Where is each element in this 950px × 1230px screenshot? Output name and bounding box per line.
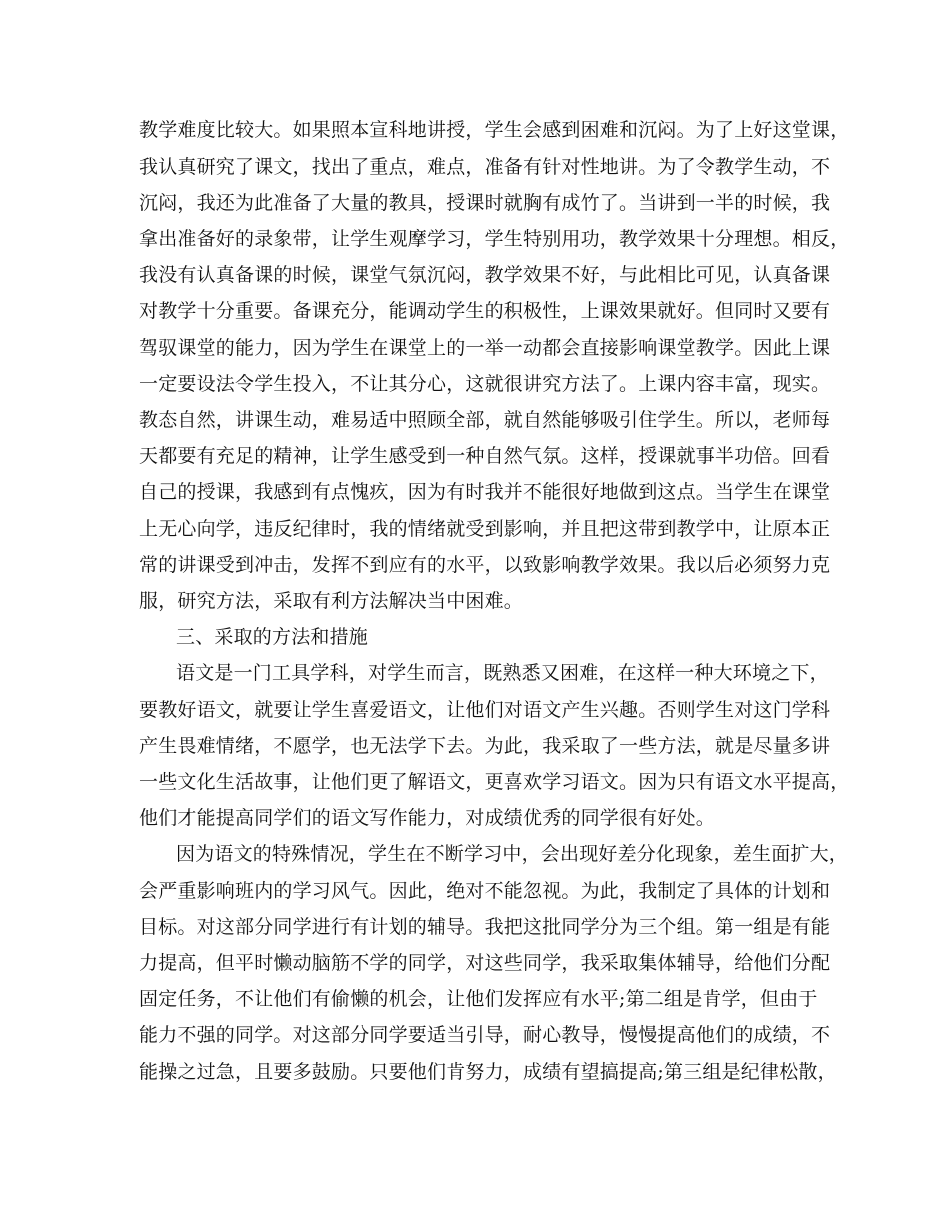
text-line: 天都要有充足的精神，让学生感受到一种自然气氛。这样，授课就事半功倍。回看	[139, 445, 831, 467]
text-line: 能力不强的同学。对这部分同学要适当引导，耐心教导，慢慢提高他们的成绩，不	[139, 1024, 831, 1046]
text-line: 一定要设法令学生投入，不让其分心，这就很讲究方法了。上课内容丰富，现实。	[139, 373, 831, 395]
text-line: 沉闷，我还为此准备了大量的教具，授课时就胸有成竹了。当讲到一半的时候，我	[139, 192, 831, 214]
text-line: 力提高，但平时懒动脑筋不学的同学，对这些同学，我采取集体辅导，给他们分配	[139, 952, 831, 974]
text-line: 教态自然，讲课生动，难易适中照顾全部，就自然能够吸引住学生。所以，老师每	[139, 409, 831, 431]
text-line: 对教学十分重要。备课充分，能调动学生的积极性，上课效果就好。但同时又要有	[139, 300, 831, 322]
text-line: 目标。对这部分同学进行有计划的辅导。我把这批同学分为三个组。第一组是有能	[139, 916, 831, 938]
section-heading: 三、采取的方法和措施	[176, 626, 369, 648]
text-line: 会严重影响班内的学习风气。因此，绝对不能忽视。为此，我制定了具体的计划和	[139, 880, 831, 902]
text-line: 我认真研究了课文，找出了重点，难点，准备有针对性地讲。为了令教学生动，不	[139, 156, 831, 178]
text-line: 驾驭课堂的能力，因为学生在课堂上的一举一动都会直接影响课堂教学。因此上课	[139, 337, 831, 359]
text-line: 教学难度比较大。如果照本宣科地讲授，学生会感到困难和沉闷。为了上好这堂课，	[139, 119, 850, 141]
text-line: 服，研究方法，采取有利方法解决当中困难。	[139, 590, 524, 612]
text-line: 上无心向学，违反纪律时，我的情绪就受到影响，并且把这带到教学中，让原本正	[139, 518, 831, 540]
text-line: 一些文化生活故事，让他们更了解语文，更喜欢学习语文。因为只有语文水平提高，	[139, 771, 850, 793]
text-line: 常的讲课受到冲击，发挥不到应有的水平，以致影响教学效果。我以后必须努力克	[139, 554, 831, 576]
text-line: 要教好语文，就要让学生喜爱语文，让他们对语文产生兴趣。否则学生对这门学科	[139, 699, 831, 721]
text-line: 自己的授课，我感到有点愧疚，因为有时我并不能很好地做到这点。当学生在课堂	[139, 481, 831, 503]
text-line: 固定任务，不让他们有偷懒的机会，让他们发挥应有水平;第二组是肯学，但由于	[139, 988, 818, 1010]
text-line: 我没有认真备课的时候，课堂气氛沉闷，教学效果不好，与此相比可见，认真备课	[139, 264, 831, 286]
text-line: 能操之过急，且要多鼓励。只要他们肯努力，成绩有望搞提高;第三组是纪律松散，	[139, 1061, 837, 1083]
text-line: 产生畏难情绪，不愿学，也无法学下去。为此，我采取了一些方法，就是尽量多讲	[139, 735, 831, 757]
text-line: 拿出准备好的录象带，让学生观摩学习，学生特别用功，教学效果十分理想。相反，	[139, 228, 850, 250]
text-line: 他们才能提高同学们的语文写作能力，对成绩优秀的同学很有好处。	[139, 807, 716, 829]
text-line: 因为语文的特殊情况，学生在不断学习中，会出现好差分化现象，差生面扩大，	[176, 843, 849, 865]
text-line: 语文是一门工具学科，对学生而言，既熟悉又困难，在这样一种大环境之下，	[176, 662, 829, 684]
